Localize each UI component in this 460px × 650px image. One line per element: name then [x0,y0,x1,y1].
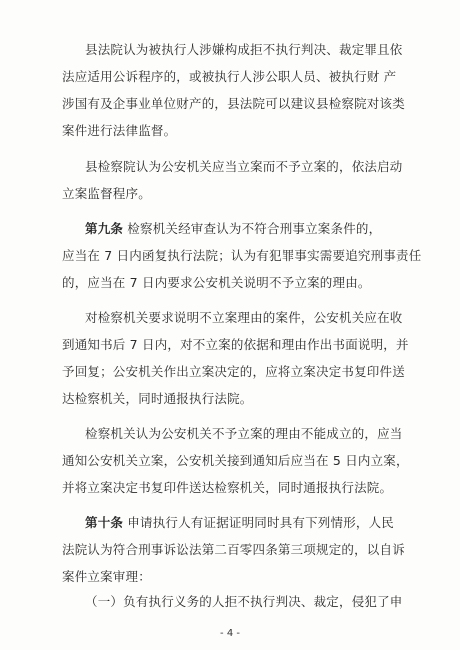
text-line: 的，应当在 7 日内要求公安机关说明不予立案的理由。 [62,275,371,290]
text-line: 达检察机关，同时通报执行法院。 [62,391,253,406]
article-line: 第九条 检察机关经审查认为不符合刑事立案条件的， [85,221,382,236]
text-line: 法应适用公诉程序的，或被执行人涉公职人员、被执行财 产 [62,69,397,84]
text-line: 到通知书后 7 日内，对不立案的依据和理由作出书面说明，并 [62,337,409,352]
text-line: 法院认为符合刑事诉讼法第二百零四条第三项规定的，以自诉 [62,542,405,557]
text-line: 并将立案决定书复印件送达检察机关，同时通报执行法院。 [62,480,393,495]
text-line: 涉国有及企事业单位财产的，县法院可以建议县检察院对该类 [62,96,405,111]
text-line: 案件立案审理： [62,569,151,584]
article-line: 第十条 申请执行人有证据证明同时具有下列情形，人民 [85,515,394,530]
text-line: 县检察院认为公安机关应当立案而不予立案的，依法启动 [85,159,403,174]
text-line: （一）负有执行义务的人拒不执行判决、裁定，侵犯了申 [85,594,403,609]
text-line: 检察机关认为公安机关不予立案的理由不能成立的，应当 [85,426,403,441]
text-line: 县法院认为被执行人涉嫌构成拒不执行判决、裁定罪且依 [85,42,403,57]
page-number: - 4 - [220,628,240,639]
article-heading: 第十条 [85,515,124,530]
text-line: 立案监督程序。 [62,186,151,201]
text-line: 通知公安机关立案，公安机关接到通知后应当在 5 日内立案， [62,453,409,468]
text-line: 予回复；公安机关作出立案决定的，应将立案决定书复印件送 [62,364,405,379]
text-line: 案件进行法律监督。 [62,123,177,138]
article-heading: 第九条 [85,221,124,236]
text-line: 应当在 7 日内函复执行法院；认为有犯罪事实需要追究刑事责任 [62,248,422,263]
text-line: 对检察机关要求说明不立案理由的案件，公安机关应在收 [85,310,403,325]
